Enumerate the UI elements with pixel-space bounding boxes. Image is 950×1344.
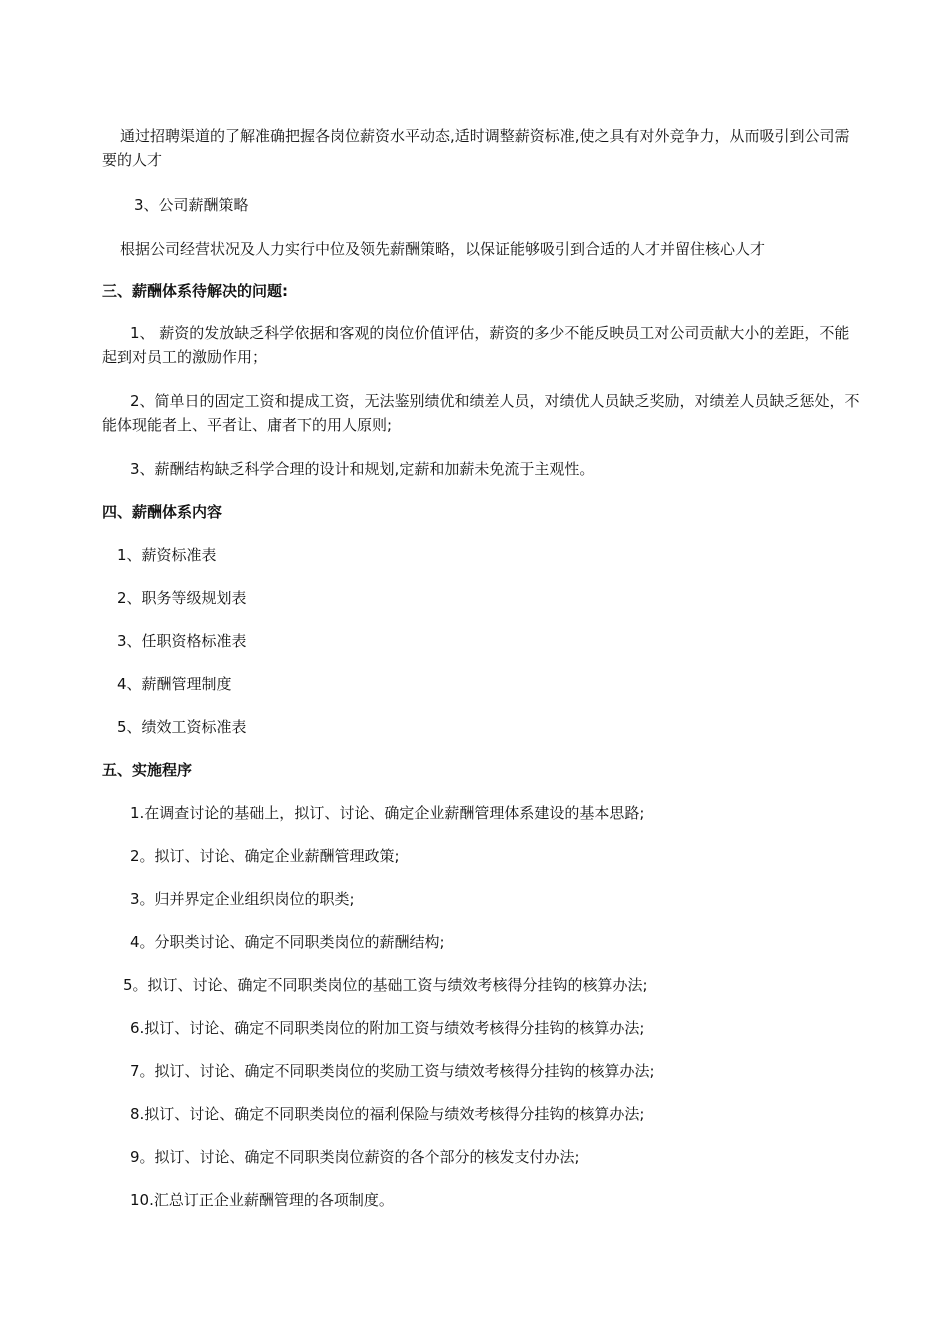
section-5-item: 3。归并界定企业组织岗位的职类; [130,890,355,908]
subsection-salary-strategy-title: 3、公司薪酬策略 [134,196,249,214]
section-3-title: 三、薪酬体系待解决的问题: [102,282,288,300]
section-5-item: 7。拟订、讨论、确定不同职类岗位的奖励工资与绩效考核得分挂钩的核算办法; [130,1062,655,1080]
section-3-item: 1、 薪资的发放缺乏科学依据和客观的岗位价值评估，薪资的多少不能反映员工对公司贡献大小的差距，不能起到对员工的激励作用； [102,324,850,366]
section-4-item: 2、职务等级规划表 [117,589,247,607]
section-4-item: 5、绩效工资标准表 [117,718,247,736]
section-3-item: 2、简单日的固定工资和提成工资，无法鉴别绩优和绩差人员，对绩优人员缺乏奖励，对绩差人员缺乏惩处，不能体现能者上、平者让、庸者下的用人原则; [102,392,860,434]
section-5-item: 1.在调查讨论的基础上，拟订、讨论、确定企业薪酬管理体系建设的基本思路; [130,804,645,822]
section-5-item: 9。拟订、讨论、确定不同职类岗位薪资的各个部分的核发支付办法; [130,1148,580,1166]
section-4-title: 四、薪酬体系内容 [102,503,223,521]
section-4-item: 3、任职资格标准表 [117,632,247,650]
section-5-item: 10.汇总订正企业薪酬管理的各项制度。 [130,1191,394,1209]
section-3-item: 3、薪酬结构缺乏科学合理的设计和规划,定薪和加薪未免流于主观性。 [130,460,595,478]
paragraph-salary-strategy: 根据公司经营状况及人力实行中位及领先薪酬策略，以保证能够吸引到合适的人才并留住核心人才 [120,240,766,258]
paragraph-recruitment: 通过招聘渠道的了解准确把握各岗位薪资水平动态,适时调整薪资标准,使之具有对外竞争力，从而吸引到公司需要的人才 [102,127,850,169]
section-5-item: 2。拟订、讨论、确定企业薪酬管理政策; [130,847,400,865]
section-4-item: 1、薪资标准表 [117,546,217,564]
section-5-item: 5。拟订、讨论、确定不同职类岗位的基础工资与绩效考核得分挂钩的核算办法; [123,976,648,994]
section-5-item: 6.拟订、讨论、确定不同职类岗位的附加工资与绩效考核得分挂钩的核算办法; [130,1019,645,1037]
section-5-item: 8.拟订、讨论、确定不同职类岗位的福利保险与绩效考核得分挂钩的核算办法; [130,1105,645,1123]
section-5-item: 4。分职类讨论、确定不同职类岗位的薪酬结构; [130,933,445,951]
section-4-item: 4、薪酬管理制度 [117,675,232,693]
section-5-title: 五、实施程序 [102,761,193,779]
